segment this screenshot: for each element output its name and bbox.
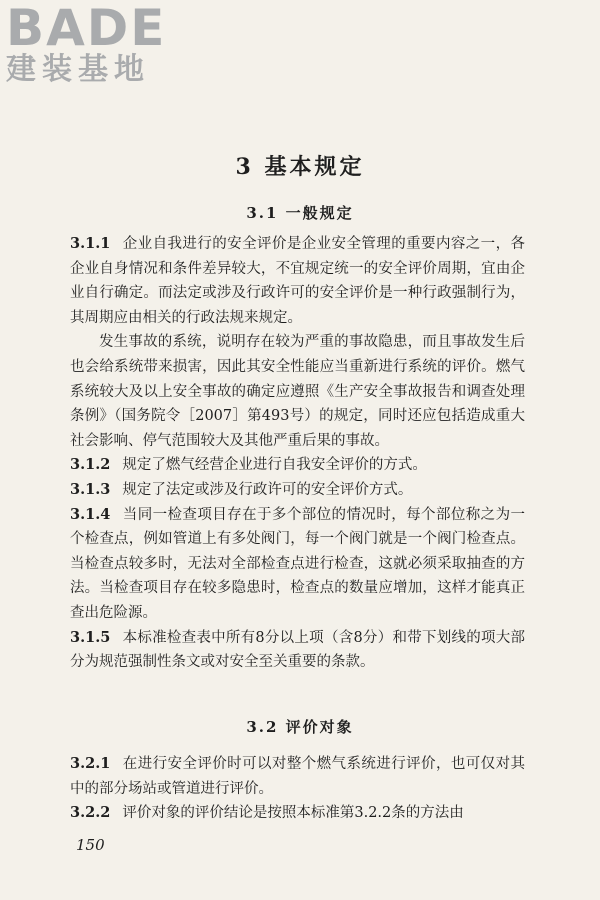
clause-text: 评价对象的评价结论是按照本标准第3.2.2条的方法由 (122, 805, 464, 822)
clause-3-1-5 (70, 626, 525, 675)
clause-number: 3.1.3 (70, 480, 111, 498)
watermark-cjk: 建装基地 (6, 52, 150, 87)
clause-number: 3.1.1 (70, 235, 111, 252)
clause-3-1-3 (70, 478, 525, 503)
section-title-3-1: 3.1 一般规定 (246, 204, 354, 222)
clause-3-2-2 (70, 801, 525, 826)
clause-text: 规定了法定或涉及行政许可的安全评价方式。 (122, 481, 413, 498)
clause-3-2-1 (70, 752, 525, 801)
clause-number: 3.1.5 (70, 628, 111, 646)
clause-3-1-4 (70, 503, 525, 626)
clause-text: 在进行安全评价时可以对整个燃气系统进行评价，也可仅对其中的部分场站或管道进行评价。 (70, 756, 525, 797)
clause-text: 规定了燃气经营企业进行自我安全评价的方式。 (122, 457, 427, 474)
watermark-latin: BADE (6, 0, 167, 57)
clause-number: 3.1.4 (70, 505, 111, 523)
clause-3-1-1 (70, 232, 525, 330)
clause-text: 当同一检查项目存在于多个部位的情况时，每个部位称之为一个检查点，例如管道上有多处阀门，每一个阀门就是一个阀门检查点。当检查点较多时，无法对全部检查点进行检查，这就必须采取抽查的方法。当检查项目存在较多隐患时，检查点的数量应增加，这样才能真正查出危险源。 (70, 506, 525, 621)
chapter-title: 3 基本规定 (235, 154, 365, 180)
clause-3-1-2 (70, 453, 525, 478)
clause-text: 企业自我进行的安全评价是企业安全管理的重要内容之一，各企业自身情况和条件差异较大，不宜规定统一的安全评价周期，宜由企业自行确定。而法定或涉及行政许可的安全评价是一种行政强制行为，其周期应由相关的行政法规来规定。 (70, 236, 525, 326)
clause-3-1-1-paragraph-2: 发生事故的系统，说明存在较为严重的事故隐患，而且事故发生后也会给系统带来损害，因此其安全性能应当重新进行系统的评价。燃气系统较大及以上安全事故的确定应遵照《生产安全事故报告和调查处理条例》（国务院令［2007］第493号）的规定，同时还应包括造成重大社会影响、停气范围较大及其他严重后果的事故。 (70, 334, 525, 449)
clause-number: 3.2.2 (70, 804, 111, 822)
page-number: 150 (76, 836, 105, 854)
clause-number: 3.2.1 (70, 755, 111, 772)
section-title-3-2: 3.2 评价对象 (246, 718, 354, 736)
section-3-2-body (70, 752, 525, 826)
clause-number: 3.1.2 (70, 456, 111, 474)
watermark-logo (6, 2, 176, 86)
section-3-1-body (70, 232, 525, 675)
clause-text: 本标准检查表中所有8分以上项（含8分）和带下划线的项大部分为规范强制性条文或对安全至关重要的条款。 (70, 629, 525, 671)
